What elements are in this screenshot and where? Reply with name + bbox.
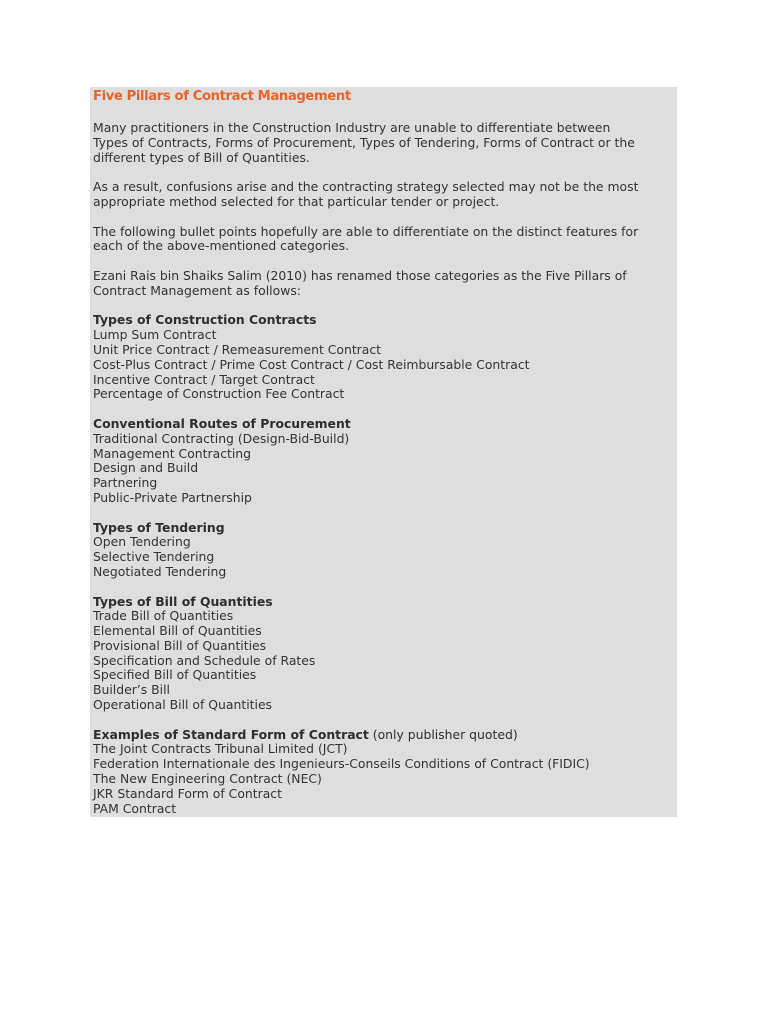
list-item: JKR Standard Form of Contract	[93, 785, 282, 801]
section-heading: Types of Construction Contracts	[93, 312, 317, 328]
list-item: Negotiated Tendering	[93, 563, 227, 579]
section-bill-of-quantities	[93, 595, 677, 713]
list-item: Selective Tendering	[93, 549, 215, 565]
list-item: Unit Price Contract / Remeasurement Contract	[93, 341, 382, 357]
list-item: Management Contracting	[93, 445, 252, 461]
section-heading: Types of Tendering	[93, 519, 225, 535]
section-standard-forms	[93, 728, 677, 817]
list-item: PAM Contract	[93, 800, 177, 816]
intro-paragraph-2: As a result, confusions arise and the contracting strategy selected may not be the most appropriate method selected for that particular tender or project.	[93, 179, 639, 209]
intro-paragraph-1: Many practitioners in the Construction Industry are unable to differentiate between Types of Contracts, Forms of Procurement, Types of Tendering, Forms of Contract or the different types of Bill of Quantities.	[93, 120, 635, 165]
list-item: Federation Internationale des Ingenieurs-Conseils Conditions of Contract (FIDIC)	[93, 756, 590, 772]
list-item: Cost-Plus Contract / Prime Cost Contract / Cost Reimbursable Contract	[93, 356, 530, 372]
section-construction-contracts	[93, 313, 677, 402]
list-item: Provisional Bill of Quantities	[93, 637, 267, 653]
list-item: Traditional Contracting (Design-Bid-Build)	[93, 430, 350, 446]
document-title: Five Pillars of Contract Management	[93, 89, 351, 104]
list-item: Percentage of Construction Fee Contract	[93, 386, 345, 402]
list-item: Builder’s Bill	[93, 682, 170, 698]
list-item: Trade Bill of Quantities	[93, 608, 234, 624]
list-item: The New Engineering Contract (NEC)	[93, 771, 322, 787]
list-item: Open Tendering	[93, 534, 191, 550]
list-item: Specified Bill of Quantities	[93, 667, 257, 683]
section-heading: Types of Bill of Quantities	[93, 593, 273, 609]
document-panel	[90, 87, 677, 817]
list-item: Specification and Schedule of Rates	[93, 652, 316, 668]
list-item: Elemental Bill of Quantities	[93, 623, 262, 639]
section-heading-note: (only publisher quoted)	[368, 726, 518, 742]
list-item: The Joint Contracts Tribunal Limited (JCT)	[93, 741, 348, 757]
section-heading: Conventional Routes of Procurement	[93, 415, 351, 431]
list-item: Partnering	[93, 475, 158, 491]
section-heading-row	[93, 728, 677, 743]
list-item: Operational Bill of Quantities	[93, 697, 273, 713]
section-types-of-tendering	[93, 521, 677, 580]
list-item: Incentive Contract / Target Contract	[93, 371, 315, 387]
section-routes-of-procurement	[93, 417, 677, 506]
intro-paragraph-3: The following bullet points hopefully are able to differentiate on the distinct features for each of the above-mentioned categories.	[93, 223, 639, 254]
list-item: Design and Build	[93, 460, 199, 476]
section-heading: Examples of Standard Form of Contract	[93, 726, 369, 742]
intro-paragraph-4: Ezani Rais bin Shaiks Salim (2010) has renamed those categories as the Five Pillars of Contract Management as follows:	[93, 267, 627, 298]
list-item: Public-Private Partnership	[93, 489, 252, 505]
list-item: Lump Sum Contract	[93, 327, 217, 343]
